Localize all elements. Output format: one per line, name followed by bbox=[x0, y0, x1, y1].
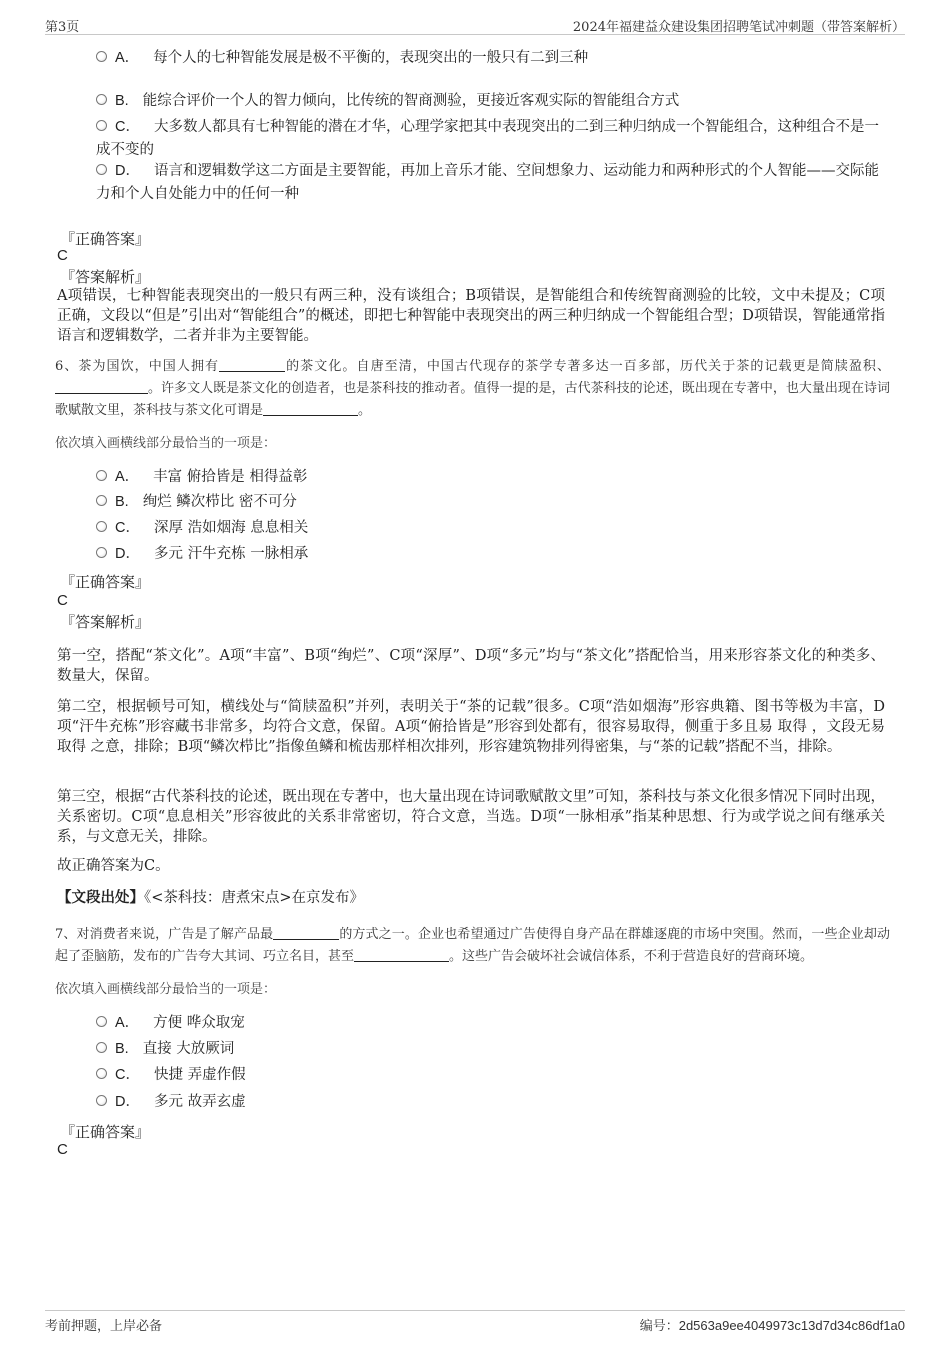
q7-stem: 7、对消费者来说，广告是了解产品最 的方式之一。企业也希望通过广告使得自身产品在群雄逐鹿的市场中突围。然而，一些企业却动起了歪脑筋，发布的广告夸大其词、巧立名目，甚至 。这些广告会破坏社会诚信体系，不利于营造良好的营商环境。 bbox=[55, 927, 890, 964]
q7-option-b[interactable]: B. 直接 大放厥词 bbox=[96, 1038, 882, 1061]
radio-icon[interactable] bbox=[96, 1016, 107, 1027]
q6-option-a[interactable]: A． 丰富 俯拾皆是 相得益彰 bbox=[96, 466, 882, 489]
fill-blank bbox=[219, 358, 285, 372]
q6-stem: 6、茶为国饮，中国人拥有 的茶文化。自唐至清，中国古代现存的茶学专著多达一百多部，历代关于茶的记载更是简牍盈积、。许多文人既是茶文化的创造者，也是茶科技的推动者。值得一提的是，古代茶科技的论述，既出现在专著中，也大量出现在诗词歌赋散文里，茶科技与茶文化可谓是 。 bbox=[55, 359, 890, 418]
q7-option-a[interactable]: A． 方便 哗众取宠 bbox=[96, 1012, 882, 1035]
q5-answer: C bbox=[57, 247, 68, 264]
q5-answer-label: 『正确答案』 bbox=[60, 230, 151, 248]
q5-analysis: A项错误，七种智能表现突出的一般只有两三种，没有谈组合；B项错误，是智能组合和传统智商测验的比较，文中未提及；C项正确，文段以“但是”引出对“智能组合”的概述，即把七种智能中表现突出的两三种归纳成一个智能组合型；D项错误，智能通常指语言和逻辑数学，二者并非为主要智能。 bbox=[57, 288, 885, 344]
q6-analysis-p4: 故正确答案为C。 bbox=[57, 858, 170, 874]
radio-icon[interactable] bbox=[96, 1095, 107, 1106]
q6-analysis-p3: 第三空，根据“古代茶科技的论述，既出现在专著中，也大量出现在诗词歌赋散文里”可知，茶科技与茶文化很多情况下同时出现，关系密切。C项“息息相关”形容彼此的关系非常密切，符合文意，当选。D项“一脉相承”指某种思想、行为或学说之间有继承关系，与文意无关，排除。 bbox=[57, 789, 885, 845]
radio-icon[interactable] bbox=[96, 51, 107, 62]
radio-icon[interactable] bbox=[96, 164, 107, 175]
page-footer bbox=[45, 1310, 905, 1333]
q6-analysis-p2: 第二空，根据顿号可知，横线处与“简牍盈积”并列，表明关于“茶的记载”很多。C项“浩如烟海”形容典籍、图书等极为丰富，D项“汗牛充栋”形容藏书非常多，均符合文意，保留。A项“俯拾皆是”形容到处都有，很容易取得，侧重于多且易 取得 ，文段无易 取得 之意，排除；B项“鳞次栉比”指像鱼鳞和梳齿那样相次排列，形容建筑物排列得密集，与“茶的记载”搭配不当，排除。 bbox=[57, 699, 885, 755]
q6-option-b[interactable]: B. 绚烂 鳞次栉比 密不可分 bbox=[96, 491, 882, 514]
page-header bbox=[45, 14, 905, 35]
q7-answer: C bbox=[57, 1141, 68, 1158]
q7-prompt: 依次填入画横线部分最恰当的一项是： bbox=[55, 982, 277, 997]
q7-answer-label: 『正确答案』 bbox=[60, 1123, 151, 1141]
radio-icon[interactable] bbox=[96, 495, 107, 506]
q7-option-d[interactable]: D． 多元 故弄玄虚 bbox=[96, 1091, 882, 1114]
footer-slogan: 考前押题，上岸必备 bbox=[45, 1319, 163, 1334]
q6-option-d[interactable]: D． 多元 汗牛充栋 一脉相承 bbox=[96, 543, 882, 566]
radio-icon[interactable] bbox=[96, 120, 107, 131]
document-title: 2024年福建益众建设集团招聘笔试冲刺题（带答案解析） bbox=[572, 20, 905, 35]
fill-blank bbox=[273, 926, 339, 940]
q5-option-a[interactable]: A． 每个人的七种智能发展是极不平衡的，表现突出的一般只有二到三种 bbox=[96, 47, 882, 70]
radio-icon[interactable] bbox=[96, 521, 107, 532]
q6-analysis-label: 『答案解析』 bbox=[60, 613, 151, 631]
q6-source: 【文段出处】《<茶科技：唐煮宋点>在京发布》 bbox=[57, 889, 365, 906]
radio-icon[interactable] bbox=[96, 1068, 107, 1079]
radio-icon[interactable] bbox=[96, 547, 107, 558]
q6-answer-label: 『正确答案』 bbox=[60, 573, 151, 591]
q5-option-b[interactable]: B. 能综合评价一个人的智力倾向，比传统的智商测验，更接近客观实际的智能组合方式 bbox=[96, 90, 882, 113]
q6-option-c[interactable]: C． 深厚 浩如烟海 息息相关 bbox=[96, 517, 882, 540]
q6-prompt: 依次填入画横线部分最恰当的一项是： bbox=[55, 436, 277, 451]
radio-icon[interactable] bbox=[96, 94, 107, 105]
footer-code: 编号：2d563a9ee4049973c13d7d34c86df1a0 bbox=[639, 1318, 905, 1334]
q5-analysis-label: 『答案解析』 bbox=[60, 268, 151, 286]
fill-blank bbox=[354, 948, 449, 962]
q6-answer: C bbox=[57, 592, 68, 609]
q5-option-c[interactable]: C． 大多数人都具有七种智能的潜在才华，心理学家把其中表现突出的二到三种归纳成一个智能组合，这种组合不是一成不变的 bbox=[96, 119, 879, 158]
q7-option-c[interactable]: C． 快捷 弄虚作假 bbox=[96, 1064, 882, 1087]
fill-blank bbox=[263, 402, 358, 416]
q6-analysis-p1: 第一空，搭配“茶文化”。A项“丰富”、B项“绚烂”、C项“深厚”、D项“多元”均与“茶文化”搭配恰当，用来形容茶文化的种类多、数量大，保留。 bbox=[57, 648, 885, 684]
radio-icon[interactable] bbox=[96, 1042, 107, 1053]
q5-option-d[interactable]: D． 语言和逻辑数学这二方面是主要智能，再加上音乐才能、空间想象力、运动能力和两种形式的个人智能——交际能力和个人自处能力中的任何一种 bbox=[96, 163, 879, 202]
fill-blank bbox=[55, 380, 148, 394]
radio-icon[interactable] bbox=[96, 470, 107, 481]
page-number: 第3页 bbox=[45, 20, 80, 35]
